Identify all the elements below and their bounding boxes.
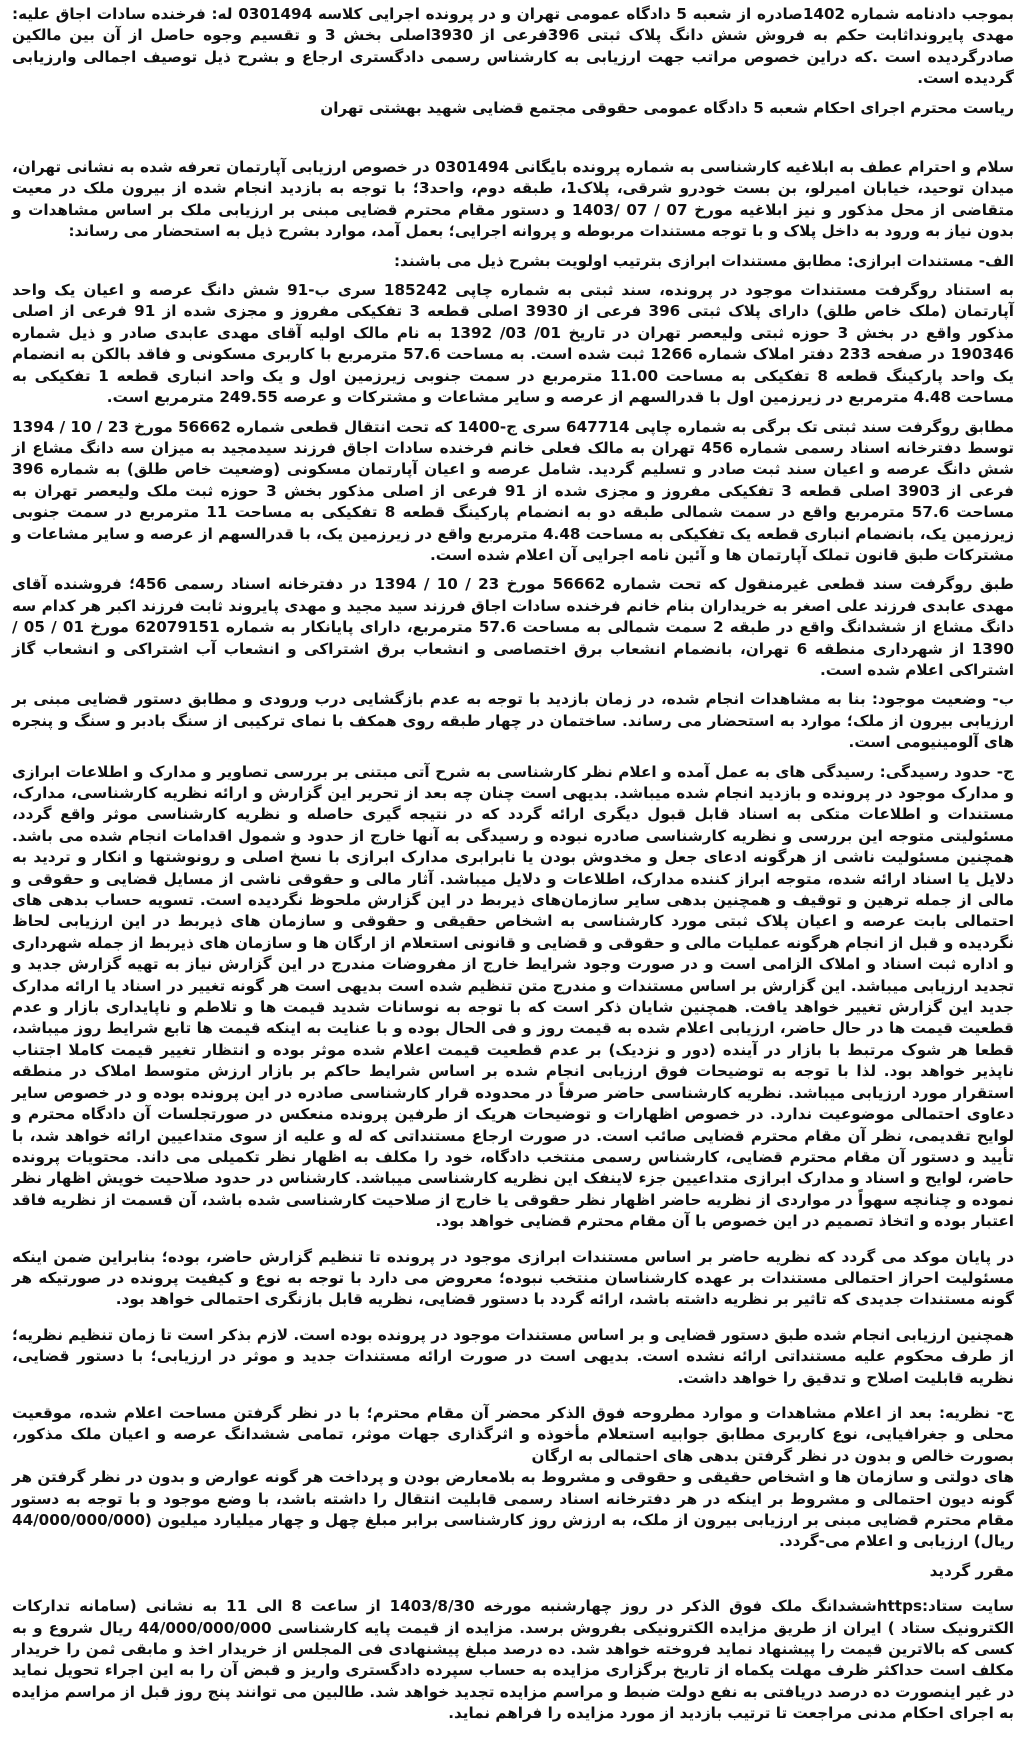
auction-paragraph: سایت ستاد:httpsششدانگ ملک فوق الذکر در روز چهارشنبه مورخه 1403/8/30 از ساعت 8 الی 11 به نشانی (سامانه تدارکات الکترونیک ستاد ) ایران از طریق مزایده الکترونیکی بفروش برسد. مزایده از قیمت پایه کارشناسی 44/000/000/000 ریال شروع و به کسی که بالاترین قیمت را پیشنهاد نماید فروخته خواهد شد. ده درصد مبلغ پیشنهادی فی المجلس از خریدار اخذ و مابقی ثمن را خریدار مکلف است حداکثر ظرف مهلت یکماه از تاریخ برگزاری مزایده به حساب سپرده دادگستری واریز و قبض آن را به این اجراء تحویل نماید در غیر اینصورت ده درصد دریافتی به نفع دولت ضبط و مراسم مزایده تجدید خواهد شد. طالبین می توانند پنج روز قبل از مراسم مزایده به اجرای احکام مدنی مراجعت تا ترتیب بازدید از مورد مزایده را فراهم نماید. [12,1597,1015,1723]
greeting-paragraph: سلام و احترام عطف به ابلاغیه کارشناسی به شماره پرونده بایگانی 0301494 در خصوص ارزیابی آپارتمان تعرفه شده به نشانی تهران، میدان توحید، خیابان امیرلو، بن بست خودرو شرقی، پلاک1، طبقه دوم، واحد3؛ با توجه به بازدید انجام شده از بیرون ملک در معیت متقاضی از محل مذکور و نیز ابلاغیه مورخ 07 / 07 /1403 و دستور مقام محترم قضایی مبنی بر ارزیابی ملک بر اساس مشاهدات و بدون نیاز به ورود به داخل پلاک و با توجه مستندات مربوطه و پروانه اجرایی؛ بعمل آمد، موارد بشرح ذیل به استحضار می رساند: [12,158,1014,241]
note-paragraph: همچنین ارزیابی انجام شده طبق دستور قضایی و بر اساس مستندات موجود در پرونده بوده است. لازم بذکر است تا زمان تنظیم نظریه؛ از طرف محکوم علیه مستنداتی ارائه نشده است. بدیهی است در صورت ارائه مستندات جدید و موثر در ارزیابی؛ با دستور قضایی، نظریه قابلیت اصلاح و تدقیق را خواهد داشت. [12,1325,1014,1387]
conclusion-paragraph: در پایان موکد می گردد که نظریه حاضر بر اساس مستندات ابرازی موجود در پرونده تا تنظیم گزارش حاضر، بوده؛ بنابراین ضمن اینکه مسئولیت احراز احتمالی مستندات بر عهده کارشناسان منتخب نبوده؛ معروض می دارد با توجه به نوع و کیفیت پرونده در صورتیکه هر گونه مستندات جدیدی که تاثیر بر نظریه داشته باشد، ارائه گردد با دستور قضایی، نظریه قابل بازنگری احتمالی خواهد بود. [12,1247,1014,1309]
document-1-paragraph: به استناد روگرفت مستندات موجود در پرونده، سند ثبتی به شماره چاپی 185242 سری ب-91 شش دانگ عرصه و اعیان یک واحد آپارتمان (ملک خاص طلق) دارای پلاک ثبتی 396 فرعی از 3930 اصلی قطعه 3 تفکیکی مفروز و مجزی شده از 91 فرعی از اصلی مذکور واقع در بخش 3 حوزه ثبتی ولیعصر تهران در تاریخ 01/ 03/ 1392 به نام مالک اولیه آقای مهدی عابدی صادر و ذیل شماره 190346 در صفحه 233 دفتر املاک شماره 1266 ثبت شده است. به مساحت 57.6 مترمربع با کاربری مسکونی و فاقد بالکن به انضمام یک واحد پارکینگ قطعه 8 تفکیکی به مساحت 11.00 مترمربع در سمت جنوبی زیرزمین اول و یک واحد انباری قطعه 1 تفکیکی به مساحت 4.48 مترمربع در زیرزمین اول با قدرالسهم از عرصه و سایر مشاعات و مشترکات و عرصه 249.55 مترمربع است. [12,281,1014,407]
section-d-continued: های دولتی و سازمان ها و اشخاص حقیقی و حقوقی و مشروط به بلامعارض بودن و پرداخت هر گونه عوارض و بدون در نظر گرفتن هر گونه دیون احتمالی و مشروط بر اینکه در هر دفترخانه اسناد رسمی قابلیت انتقال را داشته باشد، با وضع موجود و با توجه به دستور مقام محترم قضایی مبنی بر ارزیابی بیرون از ملک، به ارزش روز کارشناسی برابر مبلغ چهل و چهار میلیارد میلیون (44/000/000/000 ریال) ارزیابی و اعلام می-گردد. [12,1468,1014,1551]
section-b-paragraph: ب- وضعیت موجود: بنا به مشاهدات انجام شده، در زمان بازدید با توجه به عدم بازگشایی درب ورودی و مطابق دستور قضایی مبنی بر ارزیابی بیرون از ملک؛ موارد به استحضار می رساند. ساختمان در چهار طبقه روی همکف با نمای ترکیبی از سنگ بادبر و سنگ و پنجره های آلومینیومی است. [12,690,1014,752]
section-d-paragraph: ج- نظریه: بعد از اعلام مشاهدات و موارد مطروحه فوق الذکر محضر آن مقام محترم؛ با در نظر گرفتن مساحت اعلام شده، موقعیت محلی و جغرافیایی، نوع کاربری مطابق جوابیه استعلام مأخوذه و اثرگذاری جهات موثر، تمامی ششدانگ عرصه و اعیان ملک مذکور، بصورت خالص و بدون در نظر گرفتن بدهی های احتمالی به ارگان [12,1403,1014,1465]
document-3-paragraph: طبق روگرفت سند قطعی غیرمنقول که تحت شماره 56662 مورخ 23 / 10 / 1394 در دفترخانه اسناد رسمی 456؛ فروشنده آقای مهدی عابدی فرزند علی اصغر به خریداران بنام خانم فرخنده سادات اجاق فرزند سید مجید و مهدی پایروند ثابت فرزند اکبر هر کدام سه دانگ مشاع از ششدانگ واقع در طبقه 2 سمت شمالی به مساحت 57.6 مترمربع، دارای پایانکار به شماره 62079151 مورخ 01 / 05 / 1390 از شهرداری منطقه 6 تهران، بانضمام انشعاب برق اختصاصی و انشعاب برق اشتراکی و انشعاب آب اشتراکی و انشعاب گاز اشتراکی اعلام شده است. [12,575,1014,679]
document-2-paragraph: مطابق روگرفت سند ثبتی تک برگی به شماره چاپی 647714 سری ج-1400 که تحت انتقال قطعی شماره 56662 مورخ 23 / 10 / 1394 توسط دفترخانه اسناد رسمی شماره 456 تهران به مالک فعلی خانم فرخنده سادات اجاق فرزند سیدمجید به میزان سه دانگ مشاع از شش دانگ عرصه و اعیان سند ثبت صادر و تسلیم گردید. شامل عرصه و اعیان آپارتمان مسکونی (وضعیت خاص طلق) به شماره 396 فرعی از 3903 اصلی قطعه 3 تفکیکی مفروز و مجزی شده از 91 فرعی از اصلی مذکور بخش 3 حوزه ثبت ملک ولیعصر تهران به مساحت 57.6 مترمربع واقع در سمت شمالی طبقه دو به انضمام پارکینگ قطعه 8 تفکیکی به مساحت 11 مترمربع در سمت جنوبی زیرزمین یک، بانضمام انباری قطعه یک تفکیکی به مساحت 4.48 مترمربع واقع در زیرزمین یک، با قدرالسهم از عرصه و سایر مشاعات و مشترکات طبق قانون تملک آپارتمان ها و آئین نامه اجرایی آن اعلام شده است. [12,417,1014,564]
intro-paragraph: بموجب دادنامه شماره 1402صادره از شعبه 5 دادگاه عمومی تهران و در پرونده اجرایی کلاسه 0301494 له: فرخنده سادات اجاق علیه: مهدی پایرونداثابت حکم به فروش شش دانگ پلاک ثبتی 396فرعی از 3930اصلی بخش 3 و تقسیم وجوه حاصل از آن بین مالکین صادرگردیده است .که دراین خصوص مراتب جهت ارزیابی به کارشناس رسمی دادگستری ارجاع و بشرح ذیل توصیف اجمالی وارزیابی گردیده است. [12,5,1015,88]
addressee-line: ریاست محترم اجرای احکام شعبه 5 دادگاه عمومی حقوقی مجتمع قضایی شهید بهشتی تهران [320,98,1014,117]
section-a-title: الف- مستندات ابرازی: مطابق مستندات ابرازی بترتیب اولویت بشرح ذیل می باشند: [393,251,1014,270]
decree-line: مقرر گردید [929,1561,1014,1580]
section-c-paragraph: ج- حدود رسیدگی: رسیدگی های به عمل آمده و اعلام نظر کارشناسی به شرح آتی مبتنی بر بررسی تصاویر و مدارک و اطلاعات ابرازی و مدارک موجود در پرونده و بازدید انجام شده میباشد. بدیهی است چنان چه بعد از تحریر این گزارش و ارائه نظریه کارشناسی، مدارک، مستندات و اطلاعات متکی به اسناد قابل قبول دیگری ارائه گردد که در نتیجه گیری حاصله و نظریه کارشناسی موثر واقع گردد، مسئولیتی متوجه این بررسی و نظریه کارشناسی صادره نبوده و رسیدگی به آنها خارج از حدود و شمول اقدامات انجام شده می باشد. همچنین مسئولیت ناشی از هرگونه ادعای جعل و مخدوش بودن یا نابرابری مدارک ابرازی با نسخ اصلی و رونوشتها و انکار و تردید به دلایل یا اسناد ارائه شده، متوجه ابراز کننده مدارک، اطلاعات و دلایل میباشد. آثار مالی و حقوقی ناشی از مسایل قضایی و حقوقی و مالی از جمله ترهین و توقیف و همچنین بدهی سایر سازمان‌های ذیربط در این گزارش ملحوظ نگردیده است. تسویه حساب بدهی های احتمالی بابت عرصه و اعیان پلاک ثبتی مورد کارشناسی به اشخاص حقیقی و حقوقی و سازمان های ذیربط در این ارزیابی لحاظ نگردیده و قبل از انجام هرگونه عملیات مالی و حقوقی و قضایی و قانونی استعلام از ارگان ها و سازمان های ذیربط از جمله شهرداری و اداره ثبت اسناد و املاک الزامی است و در صورت وجود شرایط خارج از مفروضات مندرج در این گزارش نیاز به تهیه گزارش جدید و تجدید ارزیابی میباشد. این گزارش بر اساس مستندات و مندرج متن تنظیم شده است بدیهی است هر گونه تغییر در اسناد یا ارائه مدارک جدید این گزارش تغییر خواهد یافت. همچنین شایان ذکر است که با توجه به نوسانات شدید قیمت ها و تلاطم و ناپایداری بازار و عدم قطعیت قیمت ها در حال حاضر، ارزیابی اعلام شده به قیمت روز و فی الحال بوده و با عنایت به اینکه قیمت ها تابع شرایط روز میباشد، قطعا هر شوک مرتبط با بازار در آینده (دور و نزدیک) بر عدم قطعیت قیمت اعلام شده موثر بوده و انتظار تغییر قیمت کاملا اجتناب ناپذیر خواهد بود. لذا با توجه به توضیحات فوق ارزیابی انجام شده بر اساس شرایط حاکم بر بازار ارزش متوسط املاک در منطقه استقرار مورد ارزیابی میباشد. نظریه کارشناسی حاضر صرفاً در محدوده قرار کارشناسی صادره در این پرونده بوده و در خصوص سایر دعاوی احتمالی موضوعیت ندارد. در خصوص اظهارات و توضیحات هریک از طرفین پرونده منعکس در صورتجلسات آن دادگاه محترم و لوایح تقدیمی، نظر آن مقام محترم قضایی صائب است. در صورت ارجاع مستنداتی که له و علیه از سوی متداعیین ارائه خواهد شد، با تأیید و دستور آن مقام محترم قضایی، کارشناس رسمی منتخب دادگاه، خود را مکلف به اظهار نظر تکمیلی می داند. محتویات پرونده حاضر، لوایح و اسناد و مدارک ابرازی متداعیین جزء لاینفک این نظریه کارشناسی میباشد. کارشناس در حدود صلاحیت خویش اظهار نظر نموده و چنانچه سهواً در مواردی از نظریه حاضر اظهار نظر حقوقی یا خارج از صلاحیت کارشناسی شده باشد، آن قسمت از نظریه فاقد اعتبار بوده و اتخاذ تصمیم در این خصوص با آن مقام محترم قضایی خواهد بود. [12,762,1014,1231]
